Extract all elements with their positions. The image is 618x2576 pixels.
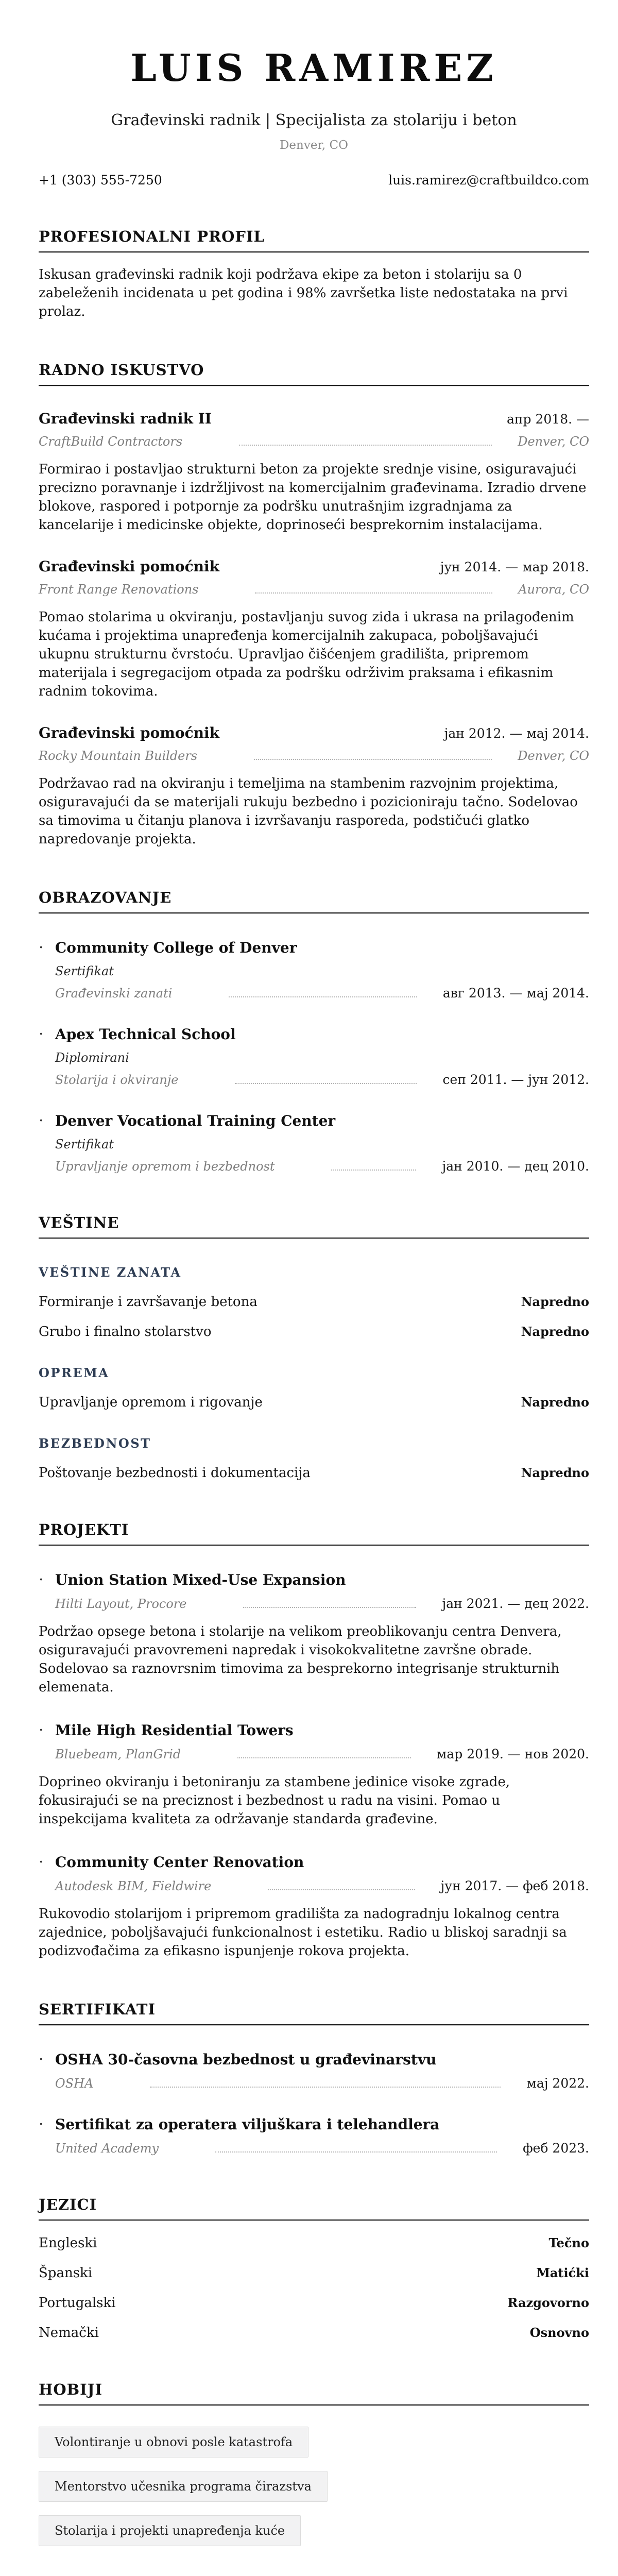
hobby-chip: Mentorstvo učesnika programa čirazstva [39, 2471, 328, 2502]
project-entry [39, 1853, 589, 1960]
section-heading-certifications: SERTIFIKATI [39, 2001, 156, 2018]
section-heading-languages: JEZICI [39, 2196, 97, 2213]
education-field-row [55, 1159, 589, 1174]
project-entry [39, 1721, 589, 1828]
project-date: јан 2021. — дец 2022. [442, 1596, 589, 1611]
project-tools-row [55, 1596, 589, 1611]
degree-label: Sertifikat [55, 1137, 114, 1151]
bullet-icon: · [39, 1571, 44, 1589]
job-description: Podržavao rad na okviranju i temeljima na stambenim razvojnim projektima, osiguravajući da se materijali rukuju bezbedno i pozicioniraju tačno. Sodelovao sa timovima u čitanju planova i izvršavanju rasporeda, podstičući glatko napredovanje projekta. [39, 776, 578, 847]
bullet-icon: · [39, 1112, 44, 1130]
bullet-icon: · [39, 2115, 44, 2133]
certification-head [39, 2050, 589, 2069]
field-of-study: Upravljanje opremom i bezbednost [55, 1159, 275, 1174]
school-name: Apex Technical School [55, 1026, 236, 1043]
language-name: Engleski [39, 2235, 97, 2251]
school-name: Community College of Denver [55, 939, 297, 956]
education-date: авг 2013. — мај 2014. [442, 986, 589, 1001]
job-description: Pomao stolarima u okviranju, postavljanju suvog zida i ukrasa na prilagođenim kućama i projektima unapređenja komercijalnih zakupaca, poboljšavajući ukupnu strukturnu čvrstoću. Upravljao čišćenjem gradilišta, pripremom materijala i segregacijom otpada za podršku održivim praksama i efikasnim radnim tokovima. [39, 609, 574, 699]
dotted-leader [254, 759, 492, 760]
language-name: Nemački [39, 2325, 99, 2341]
project-title: Union Station Mixed-Use Expansion [55, 1571, 346, 1588]
section-projects [39, 1521, 589, 1960]
job-company: Rocky Mountain Builders [39, 749, 198, 763]
project-description: Rukovodio stolarijom i pripremom gradilišta za nadogradnju lokalnog centra zajednice, poboljšavajući funkcionalnost i estetiku. Radio u bliskoj saradnji sa podizvođačima za efikasno ispunjenje rokova projekta. [39, 1906, 567, 1959]
section-languages [39, 2196, 589, 2341]
job-location: Aurora, CO [518, 582, 589, 597]
skill-row [39, 1395, 589, 1410]
project-date: јун 2017. — феб 2018. [440, 1878, 589, 1893]
section-heading-projects: PROJEKTI [39, 1521, 129, 1538]
dotted-leader [237, 1757, 411, 1758]
job-title: Građevinski pomoćnik [39, 724, 220, 741]
section-hobbies [39, 2381, 589, 2546]
section-rule [39, 912, 589, 914]
skill-group [39, 1436, 589, 1481]
skill-level: Napredno [521, 1465, 589, 1480]
job-entry [39, 410, 589, 534]
job-subhead [39, 434, 589, 449]
certification-head [39, 2115, 589, 2133]
section-experience [39, 361, 589, 849]
hobby-chip: Stolarija i projekti unapređenja kuće [39, 2515, 301, 2546]
skill-name: Grubo i finalno stolarstvo [39, 1324, 212, 1340]
skill-group-title: OPREMA [39, 1365, 110, 1380]
language-row [39, 2265, 589, 2281]
language-row [39, 2235, 589, 2251]
dotted-leader [239, 445, 492, 446]
section-rule [39, 385, 589, 386]
education-entry [39, 939, 589, 1001]
project-description: Podržao opsege betona i stolarije na velikom preoblikovanju centra Denvera, osiguravajući pravovremeni napredak i visokokvalitetne završne obrade. Sodelovao sa raznovrsnim timovima za besprekorno integrisanje strukturnih elemenata. [39, 1624, 562, 1695]
job-title: Građevinski radnik II [39, 410, 212, 427]
section-heading-skills: VEŠTINE [39, 1214, 119, 1231]
skill-name: Formiranje i završavanje betona [39, 1294, 258, 1310]
certification-entry [39, 2050, 589, 2091]
job-entry [39, 558, 589, 701]
section-heading-experience: RADNO ISKUSTVO [39, 361, 204, 379]
dotted-leader [229, 996, 417, 997]
project-tools: Bluebeam, PlanGrid [55, 1747, 181, 1761]
language-level: Razgovorno [507, 2295, 589, 2310]
job-date: јун 2014. — мар 2018. [440, 560, 589, 574]
job-description: Formirao i postavljao strukturni beton za projekte srednje visine, osiguravajući precizno poravnanje i izdržljivost na komercijalnim građevinama. Izradio drvene blokove, raspored i potpornje za podršku unutrašnjim izgradnjama za kancelarije i medicinske objekte, doprinoseći besprekornim instalacijama. [39, 462, 587, 533]
education-date: јан 2010. — дец 2010. [442, 1159, 589, 1174]
project-head [39, 1571, 589, 1589]
skill-row [39, 1324, 589, 1340]
field-of-study: Građevinski zanati [55, 986, 173, 1001]
candidate-location: Denver, CO [279, 139, 348, 152]
section-rule [39, 2024, 589, 2026]
hobby-chip: Volontiranje u obnovi posle katastrofa [39, 2427, 308, 2458]
dotted-leader [268, 1889, 415, 1890]
certification-date: мај 2022. [526, 2076, 589, 2091]
section-rule [39, 2404, 589, 2406]
bullet-icon: · [39, 1721, 44, 1739]
project-date: мар 2019. — нов 2020. [436, 1747, 589, 1761]
bullet-icon: · [39, 2050, 44, 2069]
job-head [39, 410, 589, 427]
resume-header [39, 46, 589, 188]
education-entry [39, 1112, 589, 1174]
skill-level: Napredno [521, 1395, 589, 1410]
education-field-row [55, 986, 589, 1001]
skill-group-title: BEZBEDNOST [39, 1436, 151, 1451]
project-title: Community Center Renovation [55, 1854, 304, 1871]
phone-number: +1 (303) 555-7250 [39, 173, 162, 188]
language-name: Španski [39, 2265, 93, 2281]
job-subhead [39, 749, 589, 763]
dotted-leader [243, 1607, 416, 1608]
dotted-leader [150, 2087, 501, 2088]
certification-title: Sertifikat za operatera viljuškara i telehandlera [55, 2116, 440, 2133]
email-address: luis.ramirez@craftbuildco.com [388, 173, 589, 188]
project-tools: Autodesk BIM, Fieldwire [55, 1879, 212, 1893]
language-level: Osnovno [529, 2325, 589, 2340]
education-head [39, 939, 589, 957]
bullet-icon: · [39, 1025, 44, 1043]
job-head [39, 724, 589, 741]
project-tools-row [55, 1878, 589, 1893]
dotted-leader [331, 1170, 416, 1171]
skill-name: Upravljanje opremom i rigovanje [39, 1395, 263, 1410]
language-name: Portugalski [39, 2295, 116, 2311]
school-name: Denver Vocational Training Center [55, 1112, 336, 1129]
job-entry [39, 724, 589, 849]
job-location: Denver, CO [518, 749, 589, 763]
certification-title: OSHA 30-časovna bezbednost u građevinarstvu [55, 2051, 437, 2068]
language-level: Matićki [536, 2265, 589, 2280]
skill-group-title: VEŠTINE ZANATA [39, 1265, 182, 1280]
skill-level: Napredno [521, 1324, 589, 1339]
bullet-icon: · [39, 1853, 44, 1871]
education-head [39, 1025, 589, 1043]
section-heading-education: OBRAZOVANJE [39, 889, 172, 906]
job-subhead [39, 582, 589, 597]
skill-row [39, 1294, 589, 1310]
section-rule [39, 2219, 589, 2221]
skill-group [39, 1365, 589, 1410]
education-entry [39, 1025, 589, 1087]
education-field-row [55, 1072, 589, 1087]
job-head [39, 558, 589, 575]
section-rule [39, 1238, 589, 1239]
job-title: Građevinski pomoćnik [39, 558, 220, 575]
contact-row [39, 173, 589, 188]
dotted-leader [215, 2151, 497, 2153]
section-heading-profile: PROFESIONALNI PROFIL [39, 228, 265, 245]
education-head [39, 1112, 589, 1130]
education-date: сеп 2011. — јун 2012. [442, 1072, 589, 1087]
skill-name: Poštovanje bezbednosti i dokumentacija [39, 1465, 311, 1481]
language-rows [39, 2235, 589, 2341]
profile-text: Iskusan građevinski radnik koji podržava ekipe za beton i stolariju sa 0 zabeleženih incidenata u pet godina i 98% završetka liste nedostataka na prvi prolaz. [39, 267, 568, 319]
job-date: апр 2018. — [506, 412, 589, 427]
degree-label: Sertifikat [55, 964, 114, 978]
project-tools: Hilti Layout, Procore [55, 1597, 187, 1611]
hobby-chips [39, 2427, 589, 2546]
project-description: Doprineo okviranju i betoniranju za stambene jedinice visoke zgrade, fokusirajući se na preciznost i bezbednost u radu na visini. Pomao u inspekcijama kvaliteta za održavanje standarda građevine. [39, 1774, 510, 1827]
skill-level: Napredno [521, 1294, 589, 1309]
certification-issuer: OSHA [55, 2076, 94, 2091]
language-level: Tečno [548, 2235, 589, 2250]
bullet-icon: · [39, 939, 44, 957]
dotted-leader [235, 1083, 417, 1084]
job-location: Denver, CO [518, 434, 589, 449]
degree-label: Diplomirani [55, 1050, 129, 1065]
project-entry [39, 1571, 589, 1697]
job-date: јан 2012. — мај 2014. [444, 726, 589, 741]
section-rule [39, 251, 589, 253]
language-row [39, 2295, 589, 2311]
job-company: Front Range Renovations [39, 582, 199, 597]
section-skills [39, 1214, 589, 1481]
section-profile [39, 228, 589, 321]
candidate-name: LUIS RAMIREZ [130, 46, 497, 90]
section-heading-hobbies: HOBIJI [39, 2381, 103, 2398]
certification-issuer-row [55, 2076, 589, 2091]
project-title: Mile High Residential Towers [55, 1722, 294, 1739]
section-certifications [39, 2001, 589, 2156]
certification-entry [39, 2115, 589, 2156]
skill-row [39, 1465, 589, 1481]
section-rule [39, 1545, 589, 1546]
certification-issuer-row [55, 2141, 589, 2156]
candidate-title: Građevinski radnik | Specijalista za stolariju i beton [111, 111, 517, 129]
project-head [39, 1721, 589, 1739]
language-row [39, 2325, 589, 2341]
certification-issuer: United Academy [55, 2141, 159, 2156]
field-of-study: Stolarija i okviranje [55, 1073, 179, 1087]
skill-group [39, 1265, 589, 1340]
dotted-leader [255, 592, 492, 594]
section-education [39, 889, 589, 1174]
job-company: CraftBuild Contractors [39, 434, 183, 449]
project-head [39, 1853, 589, 1871]
project-tools-row [55, 1747, 589, 1761]
certification-date: феб 2023. [523, 2141, 589, 2156]
